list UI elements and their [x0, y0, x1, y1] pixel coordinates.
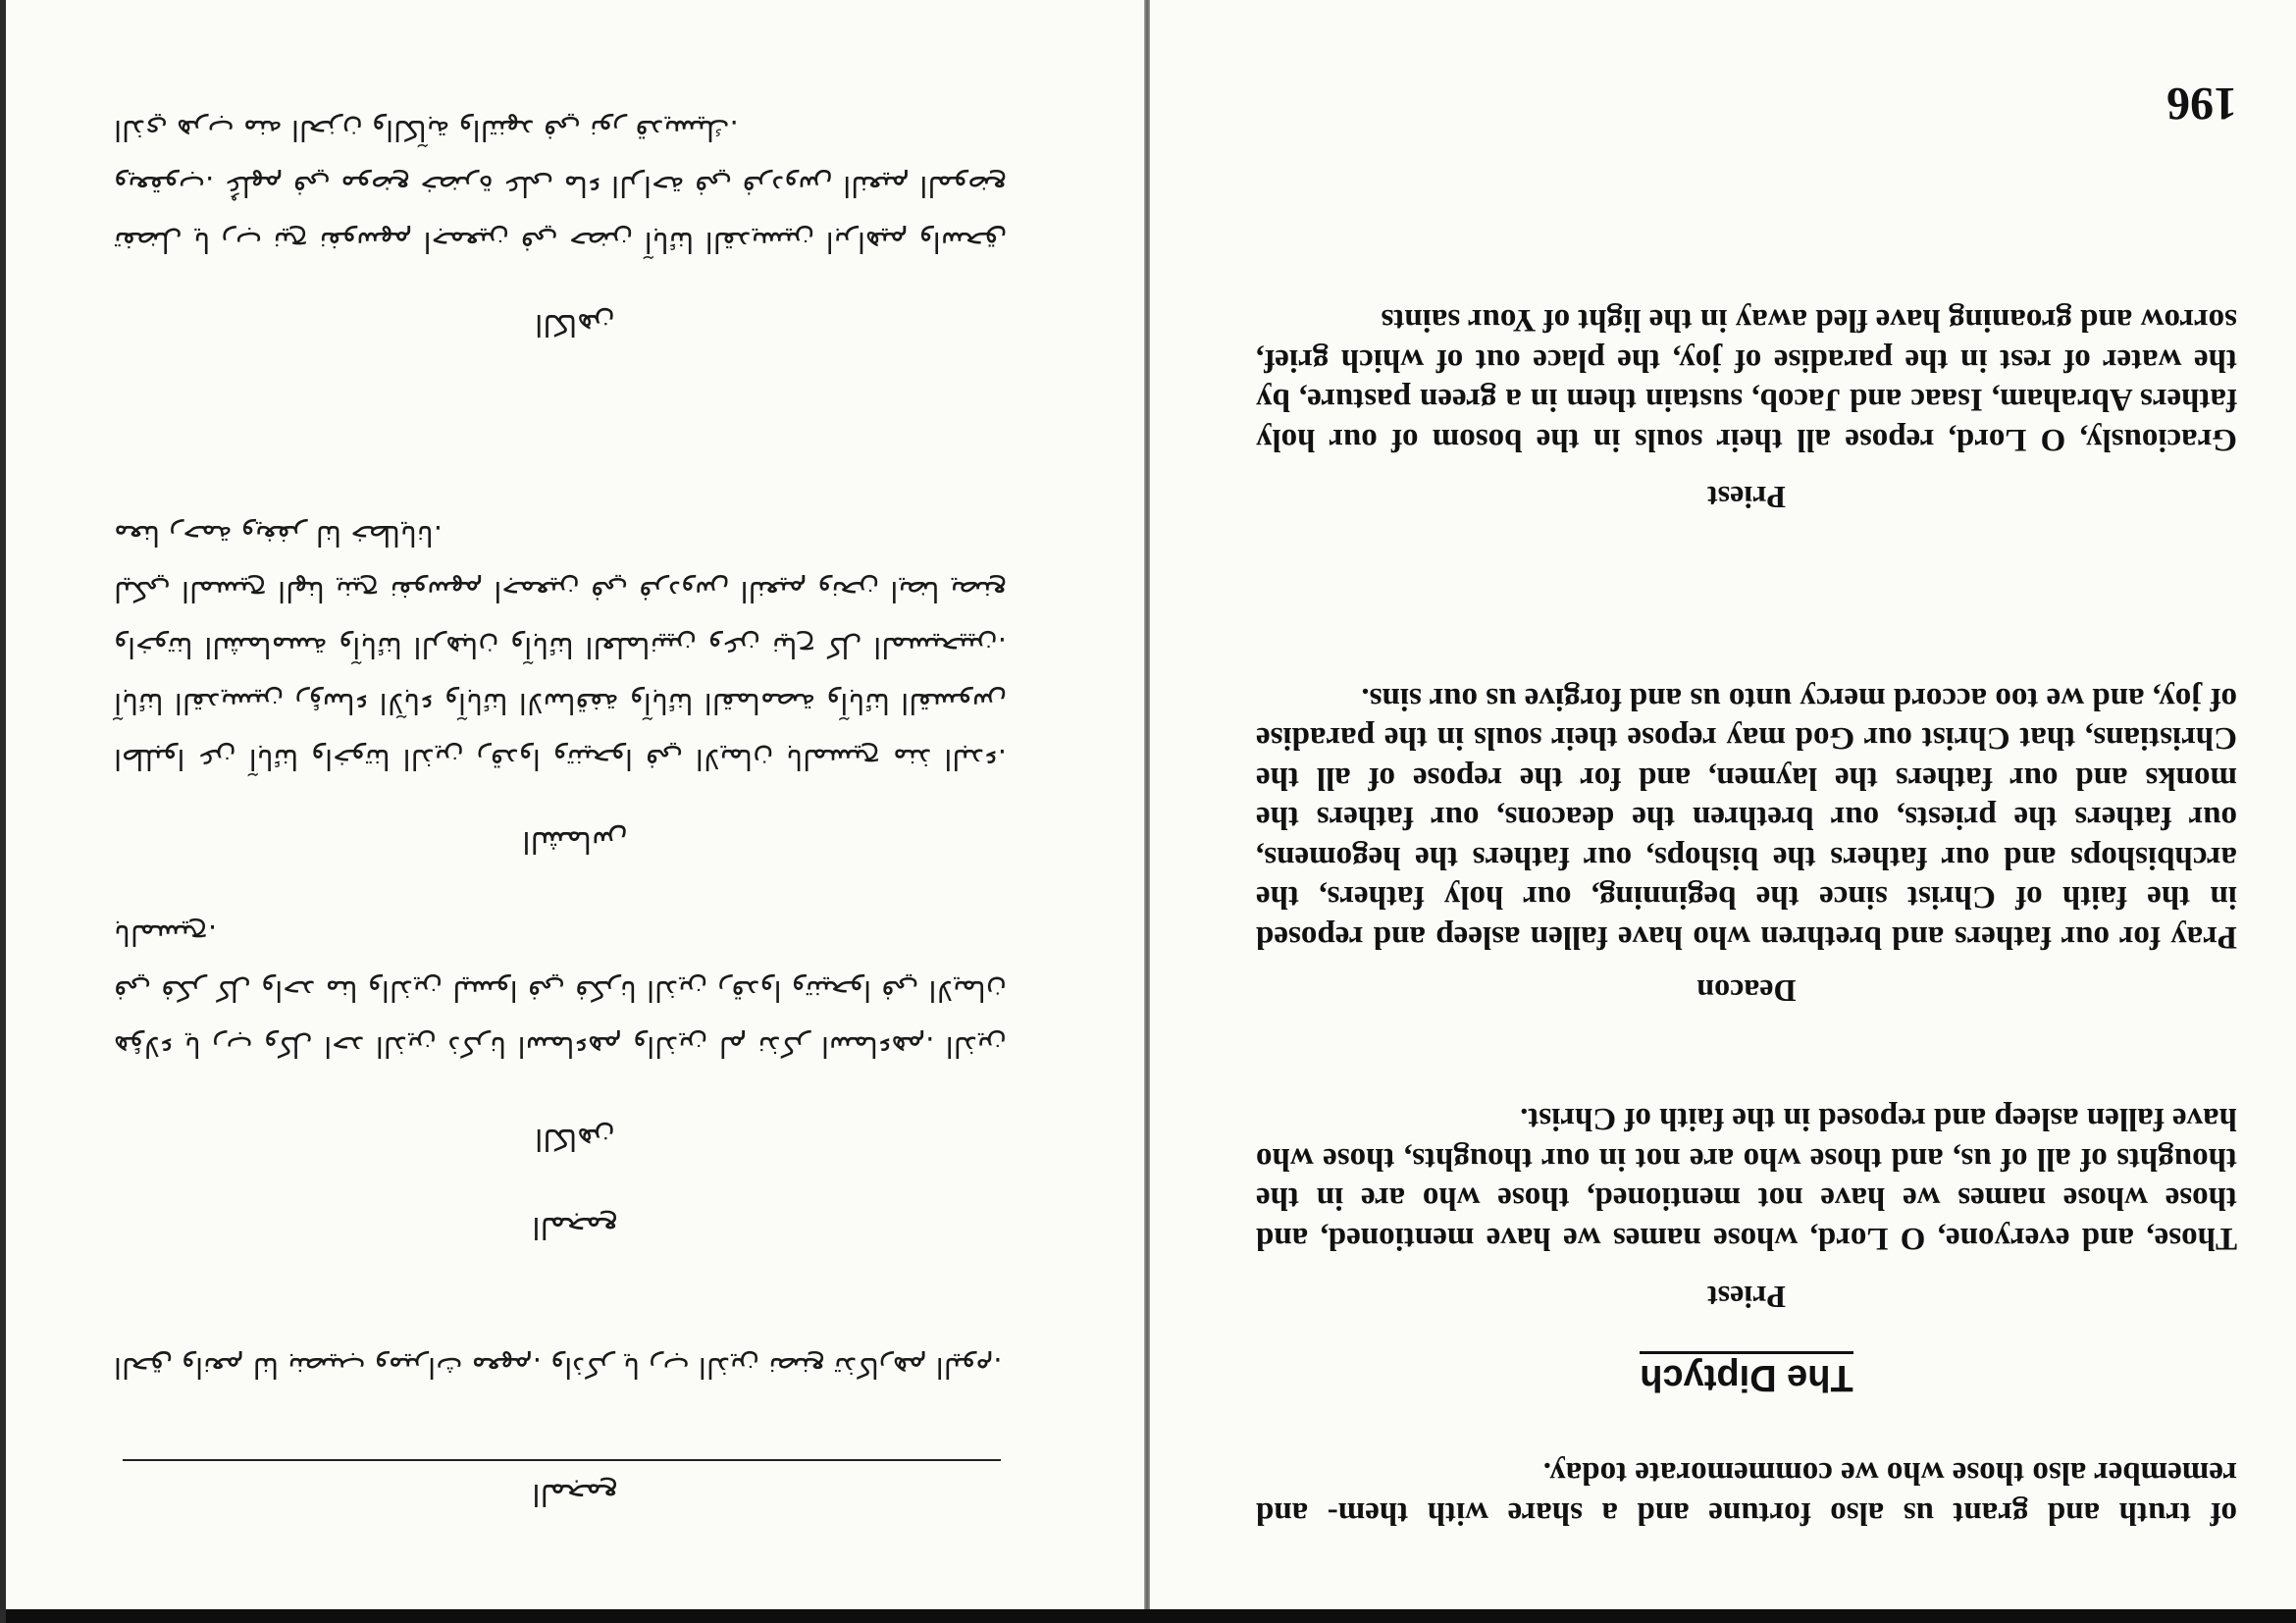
priest-heading-2: Priest	[1707, 480, 1786, 515]
arabic-priest-label: الكاهن	[535, 1122, 615, 1156]
arabic-text-4: تفضل يا رب نيح نفوسهم اجمعين في حضن آبائنا القديسين ابراهيم واسحق ويعقوب. عُلهم في موضع خضرة على ماء الراحة في فردوس النعيم الموضع الذي هرب منه الحزن والكآبة والتنهد في نور قديسيك.	[114, 114, 1007, 259]
title-text: The Diptych	[1640, 1351, 1852, 1398]
priest-paragraph	[1256, 1099, 2237, 1258]
arabic-deacon-label: الشماس	[522, 824, 628, 859]
arabic-text-2: هؤلاء يا رب وكل احد الذين ذكرنا اسماءهم والذين لم نذكر اسماءهم. الذين في فكر كل واحد منا والذين ليسوا في فكرنا الذين رقدوا وتنيحوا في الايمان بالمسيح.	[114, 918, 1007, 1064]
priest-text: Those, and everyone, O Lord, whose names we have mentioned, and those whose names we have not mentioned, those who are in the thoughts of all of us, and those who are not in our thoughts, those who have fallen asleep and reposed in the faith of Christ.	[1256, 1101, 2237, 1256]
opening-text: of truth and grant us also fortune and a share with them- and remember also those who we commemorate today.	[1256, 1455, 2237, 1531]
arabic-heading-2: المجمع	[532, 1210, 618, 1244]
priest-text-2: Graciously, O Lord, repose all their souls in the bosom of our holy fathers Abraham, Isaac and Jacob, sustain them in a green pasture, by the water of rest in the paradise of joy, the place out of which grief, sorrow and groaning have fled away in the light of Your saints	[1256, 302, 2237, 457]
arabic-paragraph-3	[114, 507, 1007, 787]
deacon-heading: Deacon	[1696, 973, 1797, 1009]
arabic-text-1: الحق وانعم لنا بنصيب وميراث معهم. واذكر يا رب الذين نصنع تذكارهم اليوم.	[114, 1351, 1003, 1385]
book-gutter	[1144, 0, 1150, 1609]
arabic-top-heading: المجمع	[532, 1477, 618, 1511]
english-page	[1150, 0, 2296, 1609]
priest-heading: Priest	[1707, 1280, 1786, 1315]
arabic-priest-label-2: الكاهن	[535, 307, 615, 341]
page-edge	[0, 0, 6, 1623]
arabic-paragraph-1	[114, 1339, 1007, 1395]
arabic-paragraph-2	[114, 907, 1007, 1074]
arabic-heading-rule	[123, 1459, 1001, 1461]
deacon-text: Pray for our fathers and brethren who have fallen asleep and reposed in the faith of Christ since the beginning, our holy fathers, the archbishops and our fathers the bishops, our fathers the hegomens, our fathers the priests, our brethren the deacons, our fathers the monks and our fathers the laymen, and for the repose of all the Christians, that Christ our God may repose their souls in the paradise of joy, and we too accord mercy unto us and forgive us our sins.	[1256, 681, 2237, 955]
priest-paragraph-2	[1256, 300, 2237, 459]
page-title	[1256, 1356, 2237, 1398]
opening-paragraph	[1256, 1453, 2237, 1533]
page-number: 196	[2166, 78, 2237, 130]
deacon-paragraph	[1256, 679, 2237, 958]
arabic-page	[6, 0, 1144, 1609]
arabic-text-3: اطلبوا عن آبائنا واخوتنا الذين رقدوا وتنيحوا في الايمان بالمسيح منذ البدء. آبائنا القديسين رؤساء الآباء وآبائنا الاساقفة وآبائنا القمامصة وآبائنا القسوس واخوتنا الشمامسة وآبائنا الرهبان وآبائنا العلمانيين وعن نياح كل المسيحيين. ليكي المسيح الهنا ينيح نفوسهم اجمعين في فردوس النعيم ونحن ايضا يصنع معنا رحمة ويغفر لنا خطايانا.	[114, 519, 1007, 776]
arabic-paragraph-4	[114, 102, 1007, 270]
